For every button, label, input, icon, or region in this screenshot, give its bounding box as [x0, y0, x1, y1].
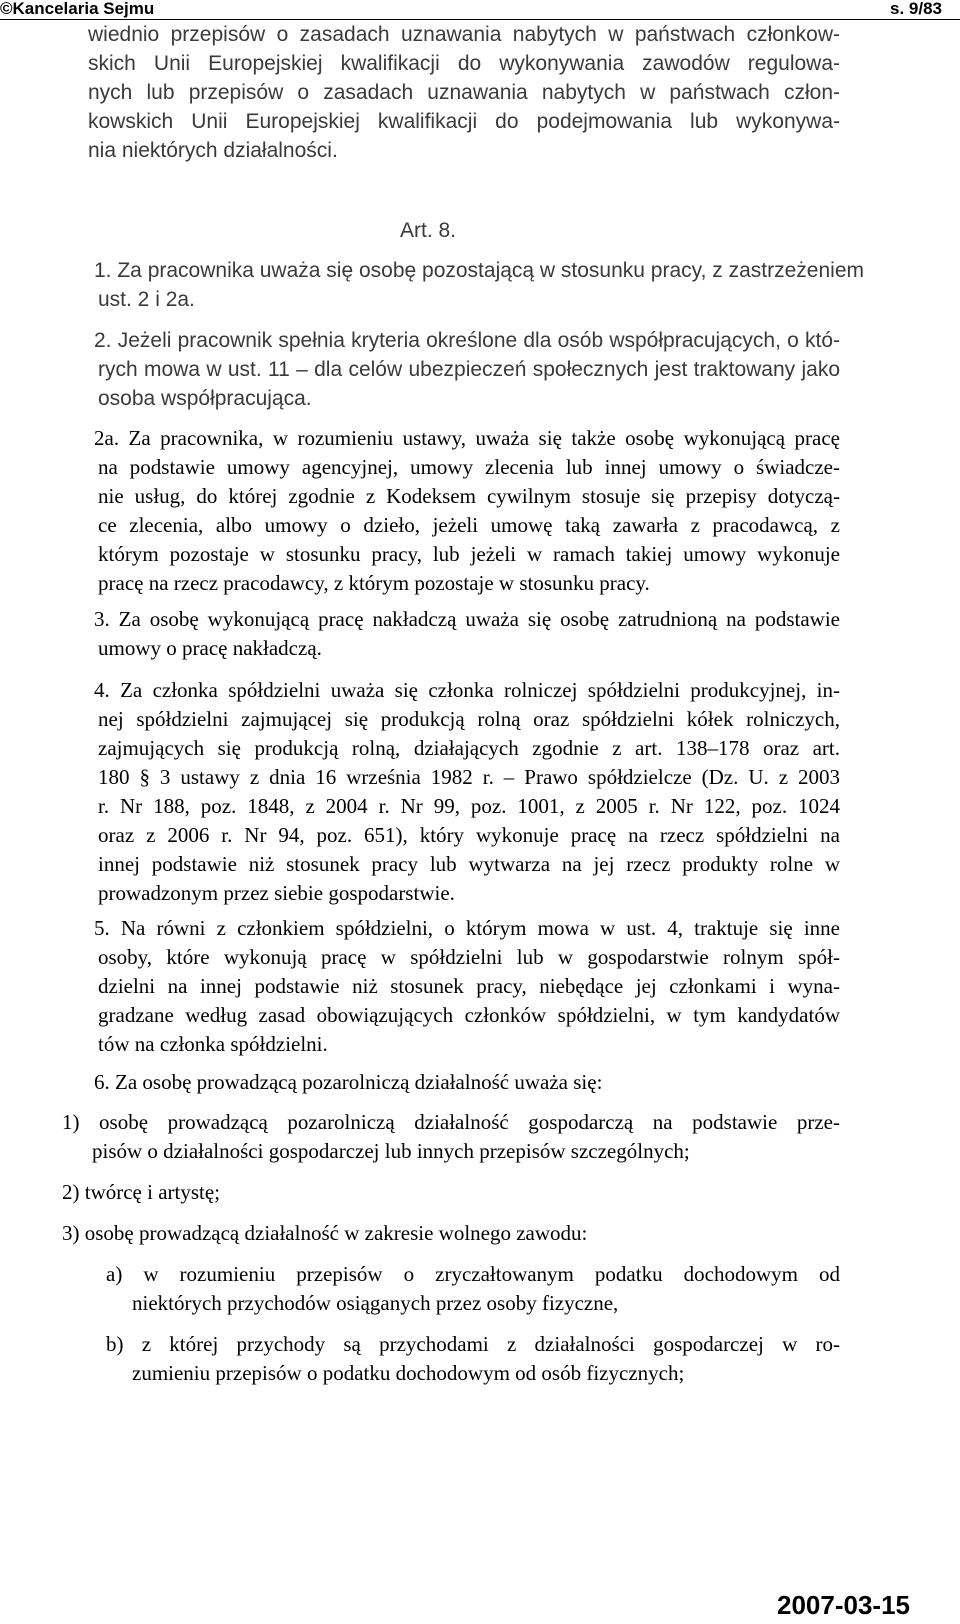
text-line: nia niektórych działalności.	[88, 139, 338, 162]
text-line: 1) osobę prowadzącą pozarolniczą działalność gospodarczą na podstawie prze-	[62, 1110, 840, 1134]
text-line: którym pozostaje w stosunku pracy, lub jeżeli w ramach takiej umowy wykonuje	[98, 542, 840, 566]
text-line: dzielni na innej podstawie niż stosunek pracy, niebędące jej członkami i wyna-	[98, 974, 840, 998]
list-subitem-b	[106, 1330, 840, 1388]
text-line: a) w rozumieniu przepisów o zryczałtowanym podatku dochodowym od	[106, 1262, 840, 1286]
paragraph-4	[88, 676, 840, 908]
text-line: 3. Za osobę wykonującą pracę nakładczą uważa się osobę zatrudnioną na podstawie	[94, 607, 840, 631]
list-item-3	[62, 1219, 840, 1248]
text-line: 2) twórcę i artystę;	[62, 1180, 221, 1204]
text-line: skich Unii Europejskiej kwalifikacji do wykonywania zawodów regulowa-	[88, 52, 840, 75]
list-subitem-a	[106, 1260, 840, 1318]
text-line: 1. Za pracownika uważa się osobę pozostającą w stosunku pracy, z zastrzeżeniem	[94, 259, 864, 282]
paragraph-5	[88, 914, 840, 1059]
header-page-number: s. 9/83	[890, 0, 942, 18]
text-line: nych lub przepisów o zasadach uznawania nabytych w państwach człon-	[88, 81, 840, 104]
text-line: ce zlecenia, albo umowy o dzieło, jeżeli umowę taką zawarła z pracodawcą, z	[98, 513, 840, 537]
text-line: nej spółdzielni zajmującej się produkcją rolną oraz spółdzielni kółek rolniczych,	[98, 707, 840, 731]
list-item-1	[62, 1108, 840, 1166]
text-line: oraz z 2006 r. Nr 94, poz. 651), który wykonuje pracę na rzecz spółdzielni na	[98, 823, 840, 847]
text-line: osoby, które wykonują pracę w spółdzielni lub w gospodarstwie rolnym spół-	[98, 945, 840, 969]
text-line: 2a. Za pracownika, w rozumieniu ustawy, uważa się także osobę wykonującą pracę	[94, 426, 840, 450]
text-line: rych mowa w ust. 11 – dla celów ubezpieczeń społecznych jest traktowany jako	[98, 358, 840, 381]
text-line: 5. Na równi z członkiem spółdzielni, o którym mowa w ust. 4, traktuje się inne	[94, 916, 840, 940]
list-item-2	[62, 1178, 840, 1207]
text-line: pracę na rzecz pracodawcy, z którym pozostaje w stosunku pracy.	[98, 571, 650, 595]
text-line: r. Nr 188, poz. 1848, z 2004 r. Nr 99, poz. 1001, z 2005 r. Nr 122, poz. 1024	[98, 794, 840, 818]
paragraph-2	[88, 326, 840, 413]
text-line: na podstawie umowy agencyjnej, umowy zlecenia lub innej umowy o świadcze-	[98, 455, 840, 479]
text-line: prowadzonym przez siebie gospodarstwie.	[98, 881, 455, 905]
text-line: gradzane według zasad obowiązujących członków spółdzielni, w tym kandydatów	[98, 1003, 840, 1027]
text-line: zajmujących się produkcją rolną, działających zgodnie z art. 138–178 oraz art.	[98, 736, 840, 760]
paragraph-3	[88, 605, 840, 663]
footer-date: 2007-03-15	[777, 1590, 910, 1620]
paragraph-6	[88, 1068, 840, 1097]
text-line: wiednio przepisów o zasadach uznawania nabytych w państwach członkow-	[88, 23, 840, 46]
text-line: b) z której przychody są przychodami z działalności gospodarczej w ro-	[106, 1332, 840, 1356]
text-line: 3) osobę prowadzącą działalność w zakresie wolnego zawodu:	[62, 1221, 588, 1245]
text-line: osoba współpracująca.	[98, 387, 312, 410]
text-line: niektórych przychodów osiąganych przez osoby fizyczne,	[132, 1291, 619, 1315]
text-line: pisów o działalności gospodarczej lub innych przepisów szczególnych;	[92, 1139, 690, 1163]
continuation-paragraph	[88, 20, 840, 165]
paragraph-2a	[88, 424, 840, 598]
text-line: 6. Za osobę prowadzącą pozarolniczą działalność uważa się:	[94, 1070, 603, 1094]
text-line: zumieniu przepisów o podatku dochodowym od osób fizycznych;	[132, 1361, 685, 1385]
text-line: ust. 2 i 2a.	[98, 288, 195, 311]
text-line: innej podstawie niż stosunek pracy lub wytwarza na jej rzecz produkty rolne w	[98, 852, 840, 876]
text-line: 2. Jeżeli pracownik spełnia kryteria określone dla osób współpracujących, o któ-	[94, 329, 840, 352]
text-line: kowskich Unii Europejskiej kwalifikacji do podejmowania lub wykonywa-	[88, 110, 840, 133]
text-line: tów na członka spółdzielni.	[98, 1032, 328, 1056]
article-heading: Art. 8.	[400, 219, 457, 242]
text-line: 4. Za członka spółdzielni uważa się członka rolniczej spółdzielni produkcyjnej, in-	[94, 678, 840, 702]
paragraph-1	[88, 256, 864, 314]
text-line: nie usług, do której zgodnie z Kodeksem cywilnym stosuje się przepisy dotyczą-	[98, 484, 840, 508]
header-publisher: ©Kancelaria Sejmu	[0, 0, 155, 18]
text-line: 180 § 3 ustawy z dnia 16 września 1982 r. – Prawo spółdzielcze (Dz. U. z 2003	[98, 765, 840, 789]
text-line: umowy o pracę nakładczą.	[98, 636, 322, 660]
